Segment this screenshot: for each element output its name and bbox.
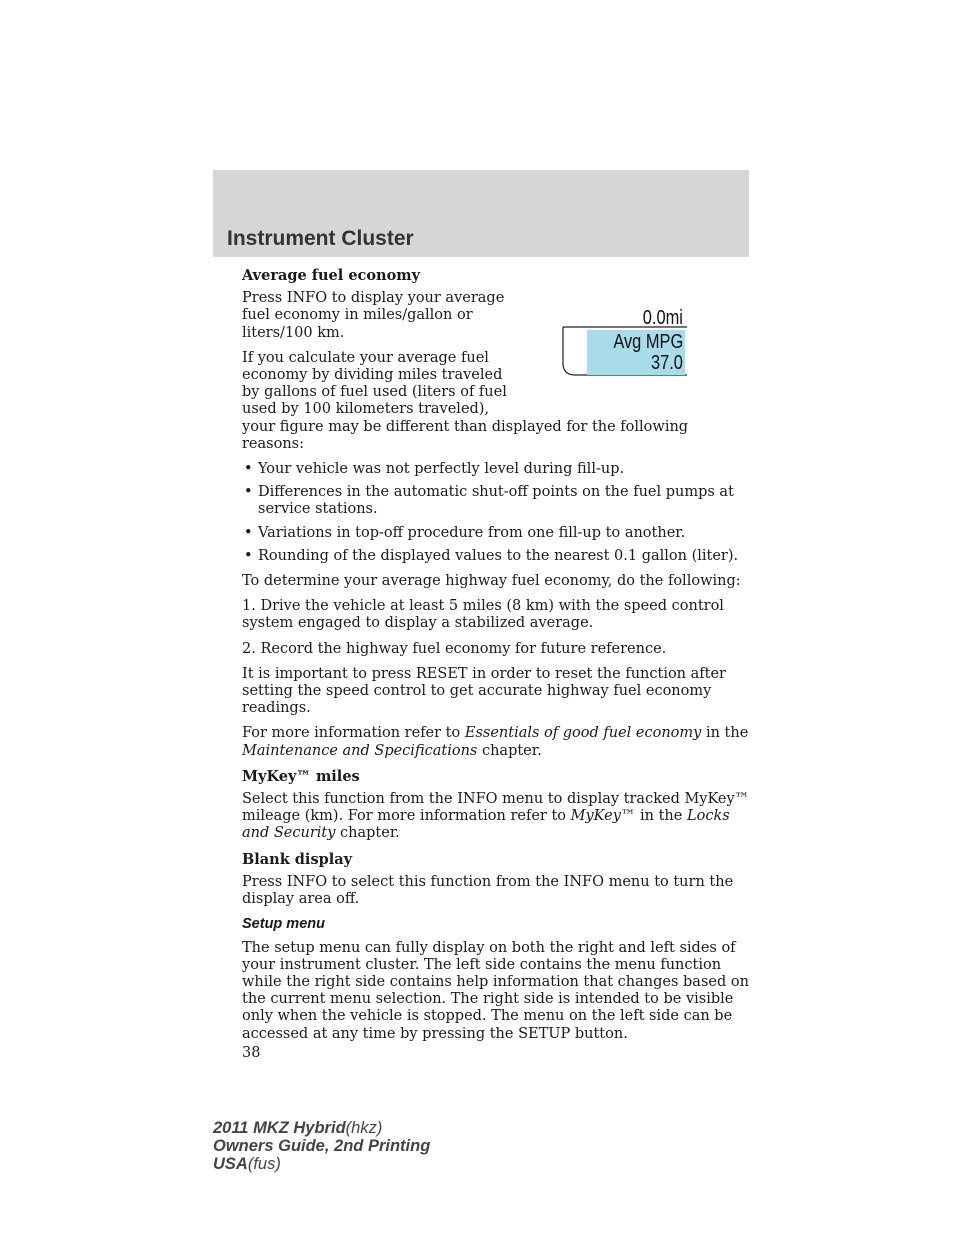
section-heading-blank-display: Blank display (242, 850, 353, 868)
footer-guide: Owners Guide, 2nd Printing (213, 1137, 431, 1155)
footer-model: 2011 MKZ Hybrid (213, 1119, 346, 1137)
page-body (242, 267, 752, 1070)
reference-paragraph (242, 725, 752, 759)
page-number: 38 (242, 1044, 261, 1061)
footer-region: USA (213, 1155, 248, 1173)
ref-text: chapter. (481, 742, 542, 759)
ref-link-mykey: MyKey™ (570, 808, 636, 825)
mykey-text: Select this function from the INFO menu to display tracked MyKey™ mileage (km). For more information refer to (242, 791, 750, 825)
mykey-text: in the (640, 808, 683, 825)
paragraph: The setup menu can fully display on both the right and left sides of your instrument cluster. The left side contains the menu function while the right side contains help information that changes based on the current menu selection. The right side is intended to be visible only when the vehicle is stopped. The menu on the left side can be accessed at any time by pressing the SETUP button. (242, 939, 749, 1042)
list-item: • Differences in the automatic shut-off points on the fuel pumps at service stations. (242, 484, 752, 518)
footer-line-region (213, 1155, 430, 1173)
paragraph: If you calculate your average fuel economy by dividing miles traveled by gallons of fuel used (liters of fuel used by 100 kilometers traveled), (242, 349, 507, 418)
list-item: • Your vehicle was not perfectly level during fill-up. (242, 461, 752, 478)
ref-link-maintenance-chapter: Maintenance and Specifications (242, 742, 478, 759)
ref-text: For more information refer to (242, 725, 461, 742)
reasons-list (242, 461, 752, 565)
paragraph: Press INFO to display your average fuel economy in miles/gallon or liters/100 km. (242, 290, 505, 341)
section-heading-average-fuel-economy: Average fuel economy (242, 267, 421, 284)
list-item: • Rounding of the displayed values to the nearest 0.1 gallon (liter). (242, 548, 752, 565)
ref-text: in the (705, 725, 749, 742)
mykey-text: chapter. (340, 825, 400, 842)
paragraph: It is important to press RESET in order to reset the function after setting the speed control to get accurate highway fuel economy readings. (242, 665, 726, 717)
ref-link-locks-chapter: Locks and Security (242, 808, 730, 842)
step-2: 2. Record the highway fuel economy for future reference. (242, 640, 667, 657)
footer-line-model (213, 1119, 430, 1137)
list-item: • Variations in top-off procedure from one fill-up to another. (242, 525, 752, 542)
chapter-title: Instrument Cluster (227, 227, 414, 250)
avg-mpg-value: 37.0 (651, 352, 683, 374)
paragraph: your figure may be different than displayed for the following reasons: (242, 418, 689, 452)
section-heading-mykey-miles: MyKey™ miles (242, 767, 360, 785)
chapter-header (213, 170, 749, 257)
footer-region-code: (fus) (247, 1155, 281, 1173)
footer-model-code: (hkz) (345, 1119, 383, 1137)
odometer-reading: 0.0mi (642, 307, 683, 329)
footer-line-guide (213, 1137, 430, 1155)
paragraph: Press INFO to select this function from the INFO menu to turn the display area off. (242, 873, 734, 908)
step-1: 1. Drive the vehicle at least 5 miles (8 km) with the speed control system engaged to display a stabilized average. (242, 598, 724, 632)
paragraph: To determine your average highway fuel economy, do the following: (242, 573, 741, 590)
avg-mpg-label: Avg MPG (613, 331, 683, 353)
section-heading-setup-menu: Setup menu (242, 916, 325, 933)
mykey-paragraph (242, 791, 752, 843)
document-footer (213, 1119, 430, 1173)
ref-link-fuel-economy: Essentials of good fuel economy (464, 725, 702, 742)
